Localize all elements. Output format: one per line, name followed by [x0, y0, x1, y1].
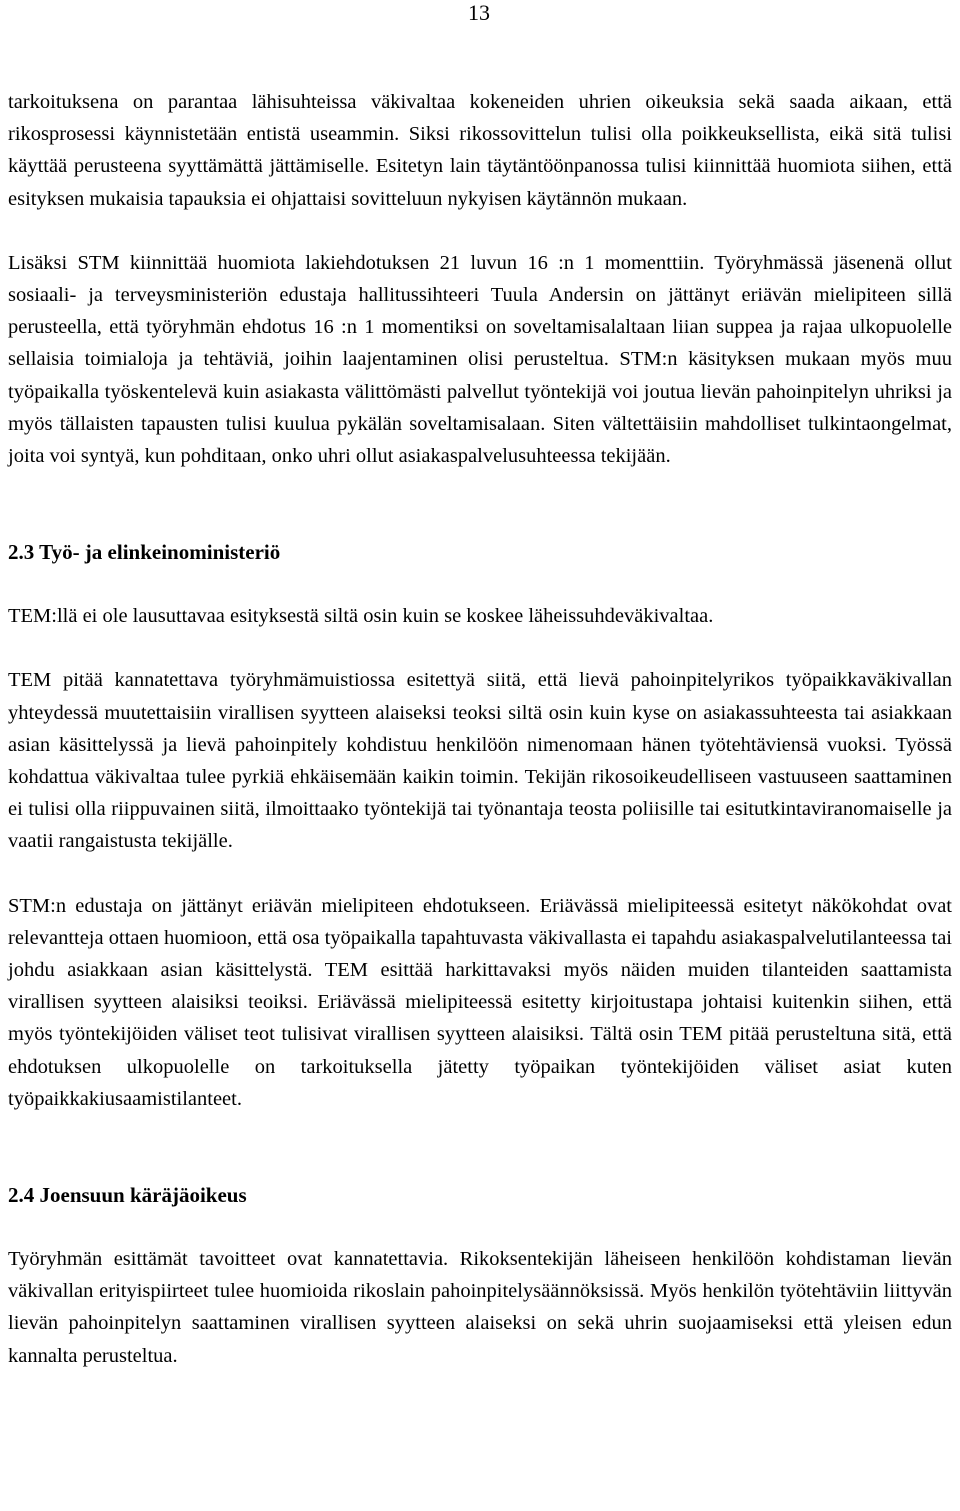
section-heading-2-4: 2.4 Joensuun käräjäoikeus	[8, 1183, 247, 1208]
paragraph: TEM pitää kannatettava työryhmämuistiossa esitettyä siitä, että lievä pahoinpitelyrikos työpaikkaväkivallan yhteydessä muutettaisiin virallisen syytteen alaiseksi teoksi siltä osin kuin kyse on asiakassuhteesta tai asiakkaan asian käsittelyssä ja lievä pahoinpitely kohdistuu henkilöön nimenomaan hänen työtehtäviensä vuoksi. Työssä kohdattua väkivaltaa tulee pyrkiä ehkäisemään kaikin toimin. Tekijän rikosoikeudelliseen vastuuseen saattaminen ei tulisi olla riippuvainen siitä, ilmoittaako työntekijä tai työnantaja teosta poliisille tai esitutkintaviranomaiselle ja vaatii rangaistusta tekijälle.	[8, 669, 952, 853]
paragraph: Lisäksi STM kiinnittää huomiota lakiehdotuksen 21 luvun 16 :n 1 momenttiin. Työryhmässä jäsenenä ollut sosiaali- ja terveysministeriön edustaja hallitussihteeri Tuula Andersin on jättänyt eriävän mielipiteen sillä perusteella, että työryhmän ehdotus 16 :n 1 momentiksi on soveltamisalaltaan liian suppea ja rajaa ulkopuolelle sellaisia toimialoja ja tehtäviä, joihin laajentaminen olisi perusteltua. STM:n käsityksen mukaan myös muu työpaikalla työskentelevä kuin asiakasta välittömästi palvellut työntekijä voi joutua lievän pahoinpitelyn uhriksi ja myös tällaisten tapausten tulisi kuulua pykälän soveltamisalaan. Siten vältettäisiin mahdolliset tulkintaongelmat, joita voi syntyä, kun pohditaan, onko uhri ollut asiakaspalvelusuhteessa tekijään.	[8, 251, 952, 468]
paragraph: STM:n edustaja on jättänyt eriävän mielipiteen ehdotukseen. Eriävässä mielipiteessä esitetyt näkökohdat ovat relevantteja ottaen huomioon, että osa työpaikalla tapahtuvasta väkivallasta ei tapahdu asiakaspalvelutilanteessa tai johdu asiakkaan asian käsittelystä. TEM esittää harkittavaksi myös näiden muiden tilanteiden saattamista virallisen syytteen alaisiksi teoiksi. Eriävässä mielipiteessä esitetty kirjoitustapa johtaisi kuitenkin siihen, että myös työntekijöiden väliset teot tulisivat virallisen syytteen alaisiksi. Tältä osin TEM pitää perusteltuna sitä, että ehdotuksen ulkopuolelle on tarkoituksella jätetty työpaikan työntekijöiden väliset asiat kuten työpaikkakiusaamistilanteet.	[8, 894, 952, 1110]
paragraph: tarkoituksena on parantaa lähisuhteissa väkivaltaa kokeneiden uhrien oikeuksia sekä saada aikaan, että rikosprosessi käynnistetään entistä useammin. Siksi rikossovittelun tulisi olla poikkeuksellista, eikä sitä tulisi käyttää perusteena syyttämättä jättämiselle. Esitetyn lain täytäntöönpanossa tulisi kiinnittää huomiota siihen, että esityksen mukaisia tapauksia ei ohjattaisi sovitteluun nykyisen käytännön mukaan.	[8, 91, 952, 210]
paragraph: Työryhmän esittämät tavoitteet ovat kannatettavia. Rikoksentekijän läheiseen henkilöön kohdistaman lievän väkivallan erityispiirteet tulee huomioida rikoslain pahoinpitelysäännöksissä. Myös henkilön työtehtäviin liittyvän lievän pahoinpitelyn saattaminen virallisen syytteen alaiseksi on sekä uhrin suojaamiseksi että yleisen edun kannalta perusteltua.	[8, 1248, 952, 1367]
section-heading-2-3: 2.3 Työ- ja elinkeinoministeriö	[8, 540, 281, 565]
paragraph: TEM:llä ei ole lausuttavaa esityksestä siltä osin kuin se koskee läheissuhdeväkivaltaa.	[8, 605, 714, 628]
page-number: 13	[468, 0, 490, 25]
document-body	[8, 86, 952, 1404]
